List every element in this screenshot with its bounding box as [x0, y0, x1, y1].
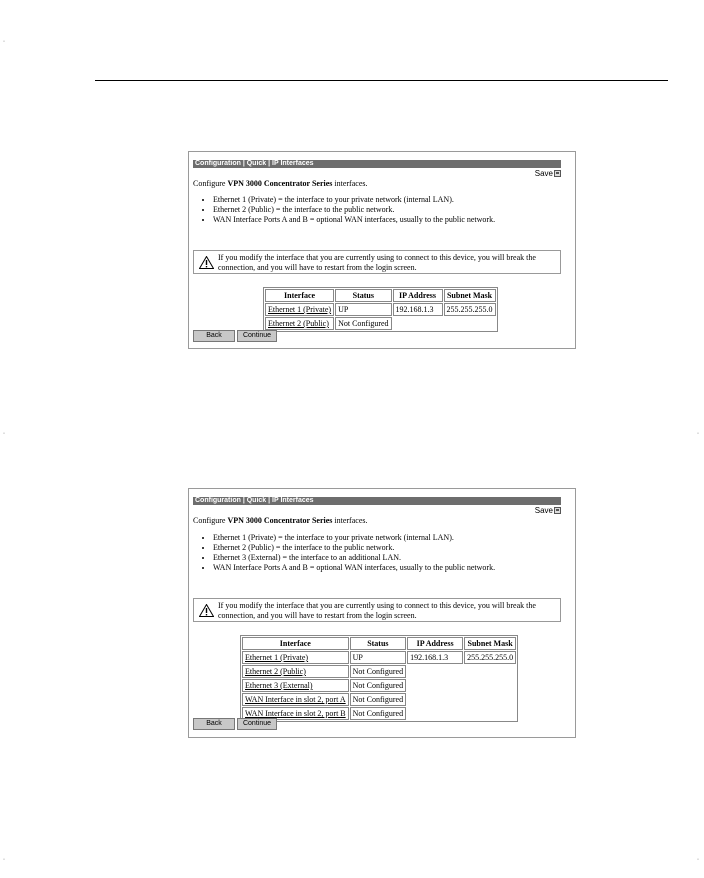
empty-cell — [407, 665, 516, 678]
screenshot-two-interfaces — [188, 151, 576, 349]
interface-cell — [265, 303, 334, 316]
column-header: IP Address — [407, 637, 463, 650]
table-header-row — [265, 289, 496, 302]
breadcrumb: Configuration | Quick | IP Interfaces — [193, 160, 561, 168]
column-header: Interface — [242, 637, 349, 650]
interface-link[interactable]: Ethernet 1 (Private) — [268, 305, 332, 314]
intro-text — [193, 179, 367, 189]
interface-description-list — [205, 195, 495, 225]
interfaces-table — [263, 287, 498, 332]
status-cell: UP — [335, 303, 391, 316]
margin-mark: ˙ — [2, 858, 6, 867]
warning-box — [193, 250, 561, 274]
list-item: • WAN Interface Ports A and B = optional WAN interfaces, usually to the public network. — [213, 215, 495, 225]
interface-cell — [242, 651, 349, 664]
status-cell: Not Configured — [350, 679, 406, 692]
column-header: Status — [350, 637, 406, 650]
column-header: Subnet Mask — [464, 637, 516, 650]
interface-description-list — [205, 533, 495, 573]
page-top-rule — [95, 80, 668, 81]
interface-link[interactable]: WAN Interface in slot 2, port A — [245, 695, 346, 704]
save-label: Save — [534, 506, 553, 515]
margin-mark: ˙ — [696, 858, 700, 867]
interface-cell — [242, 665, 349, 678]
intro-text — [193, 516, 367, 526]
continue-button[interactable]: Continue — [237, 718, 277, 730]
breadcrumb: Configuration | Quick | IP Interfaces — [193, 497, 561, 505]
margin-mark: ˙ — [2, 40, 6, 49]
intro-product-name: VPN 3000 Concentrator Series — [227, 179, 333, 188]
intro-product-name: VPN 3000 Concentrator Series — [227, 516, 333, 525]
list-item: • Ethernet 3 (External) = the interface to an additional LAN. — [213, 553, 495, 563]
status-cell: Not Configured — [335, 317, 391, 330]
column-header: Subnet Mask — [444, 289, 496, 302]
ip-cell: 192.168.1.3 — [393, 303, 443, 316]
list-item: • Ethernet 1 (Private) = the interface to your private network (internal LAN). — [213, 533, 495, 543]
warning-line: If you modify the interface that you are currently using to connect to this device, you will break the — [218, 601, 536, 610]
interface-cell — [242, 679, 349, 692]
warning-box — [193, 598, 561, 622]
empty-cell — [407, 679, 516, 692]
interface-link[interactable]: Ethernet 3 (External) — [245, 681, 313, 690]
back-button[interactable]: Back — [193, 330, 235, 342]
table-row — [242, 707, 516, 720]
warning-icon — [199, 604, 214, 617]
table-row — [242, 679, 516, 692]
column-header: IP Address — [393, 289, 443, 302]
list-item: • Ethernet 1 (Private) = the interface to your private network (internal LAN). — [213, 195, 495, 205]
column-header: Status — [335, 289, 391, 302]
interfaces-table — [240, 635, 518, 722]
mask-cell: 255.255.255.0 — [444, 303, 496, 316]
ip-cell: 192.168.1.3 — [407, 651, 463, 664]
table-header-row — [242, 637, 516, 650]
interface-link[interactable]: Ethernet 1 (Private) — [245, 653, 309, 662]
warning-text — [218, 601, 536, 621]
save-label: Save — [534, 169, 553, 178]
screenshot-five-interfaces — [188, 488, 576, 738]
back-button[interactable]: Back — [193, 718, 235, 730]
margin-mark: ˙ — [2, 432, 6, 441]
mask-cell: 255.255.255.0 — [464, 651, 516, 664]
table-row — [242, 665, 516, 678]
continue-button[interactable]: Continue — [237, 330, 277, 342]
status-cell: Not Configured — [350, 707, 406, 720]
table-row — [265, 303, 496, 316]
save-link[interactable] — [535, 506, 561, 515]
save-icon — [554, 507, 561, 514]
status-cell: Not Configured — [350, 693, 406, 706]
warning-icon — [199, 256, 214, 269]
list-item: • Ethernet 2 (Public) = the interface to the public network. — [213, 205, 495, 215]
empty-cell — [407, 707, 516, 720]
status-cell: UP — [350, 651, 406, 664]
warning-text — [218, 253, 536, 273]
column-header: Interface — [265, 289, 334, 302]
intro-prefix: Configure — [193, 179, 228, 188]
table-row — [242, 693, 516, 706]
table-row — [265, 317, 496, 330]
list-item: • Ethernet 2 (Public) = the interface to the public network. — [213, 543, 495, 553]
empty-cell — [393, 317, 496, 330]
interface-cell — [242, 693, 349, 706]
status-cell: Not Configured — [350, 665, 406, 678]
intro-suffix: interfaces. — [332, 179, 368, 188]
save-link[interactable] — [535, 169, 561, 178]
intro-suffix: interfaces. — [332, 516, 368, 525]
margin-mark: ˙ — [696, 432, 700, 441]
interface-link[interactable]: Ethernet 2 (Public) — [245, 667, 306, 676]
warning-line: If you modify the interface that you are currently using to connect to this device, you will break the — [218, 253, 536, 262]
interface-cell — [265, 317, 334, 330]
interface-link[interactable]: Ethernet 2 (Public) — [268, 319, 329, 328]
warning-line: connection, and you will have to restart from the login screen. — [218, 263, 417, 272]
table-row — [242, 651, 516, 664]
intro-prefix: Configure — [193, 516, 228, 525]
warning-line: connection, and you will have to restart from the login screen. — [218, 611, 417, 620]
interface-link[interactable]: WAN Interface in slot 2, port B — [245, 709, 346, 718]
save-icon — [554, 170, 561, 177]
empty-cell — [407, 693, 516, 706]
list-item: • WAN Interface Ports A and B = optional WAN interfaces, usually to the public network. — [213, 563, 495, 573]
